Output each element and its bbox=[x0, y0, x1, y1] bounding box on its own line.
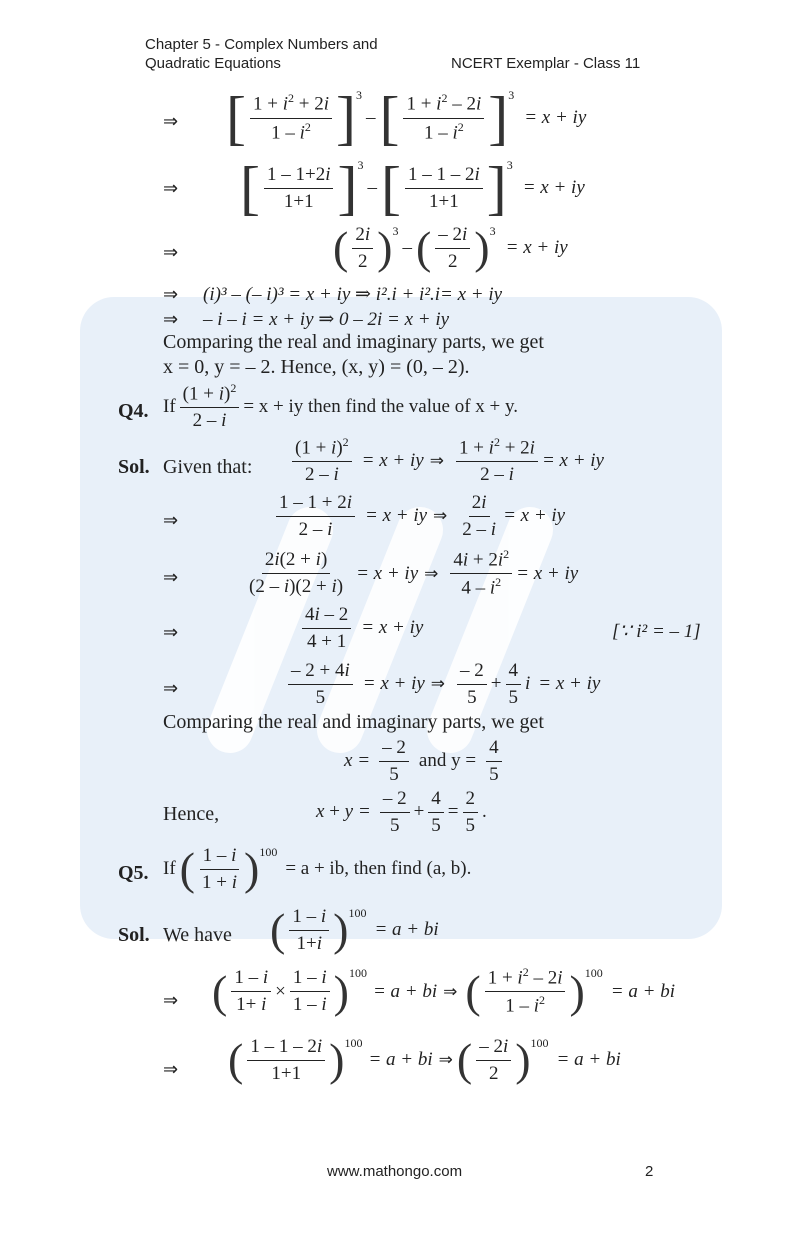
sol4-final: x + y = $\frac{- 2}{5}$ + $\frac{4}{5}$ = $\frac{2}{5}$ . bbox=[316, 788, 487, 836]
q5-tail: = a + ib, then find (a, b). bbox=[285, 858, 472, 880]
rhs-xiy: = x + iy bbox=[516, 562, 579, 584]
equation-step-5: – i – i = x + iy ⇒ 0 – 2i = x + iy bbox=[203, 309, 450, 330]
q4-label: Q4. bbox=[118, 400, 149, 422]
rhs-xiy: = x + iy bbox=[538, 673, 601, 695]
rhs-xiy: = x + iy bbox=[524, 107, 587, 128]
sol4-step-5: $\frac{- 2 + 4i}{5}$ = x + iy ⇒ $\frac{- 2}{5}$ + $\frac{4}{5}$ i = x + iy bbox=[284, 660, 600, 709]
sol5-step-2: ( $\frac{1 - i}{1+ i}$ × $\frac{1 - i}{1 - i}$ ) $^{100}$ = a + bi ⇒ ( $\frac{1 + i^2 - 2i}{1 - i^2}$ ) $^{100}$ = a + bi bbox=[212, 965, 675, 1017]
and-y: and y = bbox=[418, 750, 477, 772]
implies-arrow: ⇒ bbox=[163, 510, 179, 531]
q3-result: x = 0, y = – 2. Hence, (x, y) = (0, – 2). bbox=[163, 356, 470, 378]
implies-arrow: ⇒ bbox=[430, 674, 446, 695]
q4-tail: = x + iy then find the value of x + y. bbox=[243, 396, 519, 417]
rhs-xiy: = x + iy bbox=[522, 177, 585, 198]
implies-arrow: ⇒ bbox=[163, 622, 179, 643]
page-number: 2 bbox=[645, 1163, 654, 1180]
sol5-step-1: ( $\frac{1 - i}{1+i}$ ) $^{100}$ = a + bi bbox=[270, 904, 439, 956]
implies-arrow: ⇒ bbox=[163, 1059, 179, 1080]
equation-step-3: ( $\frac{2i}{2}$ ) $^3$ – ( $\frac{- 2i}{2}$ ) $^3$ = x + iy bbox=[333, 222, 568, 274]
sol4-step-2: $\frac{1 - 1 + 2i}{2 - i}$ = x + iy ⇒ $\frac{2i}{2 - i}$ = x + iy bbox=[272, 492, 565, 541]
rhs-abi: = a + bi bbox=[556, 1049, 621, 1071]
q5-label: Q5. bbox=[118, 862, 149, 884]
q5-if: If bbox=[163, 858, 176, 880]
rhs-xiy: = x + iy bbox=[541, 450, 604, 471]
implies-arrow: ⇒ bbox=[424, 563, 439, 584]
rhs-xiy: = x + iy bbox=[361, 617, 424, 639]
equation-step-2: [ $\frac{1 - 1+2i}{1+1}$ ] $^3$ – [ $\frac{1 - 1 - 2i}{1+1}$ ] $^3$ = x + iy bbox=[240, 155, 585, 221]
rhs-xiy: = x + iy bbox=[503, 505, 566, 527]
sol-label: Sol. bbox=[118, 456, 150, 478]
since-note: [∵ i² = – 1] bbox=[612, 621, 701, 642]
comparing-text: Comparing the real and imaginary parts, we get bbox=[163, 711, 544, 733]
rhs-xiy: = x + iy bbox=[362, 673, 425, 695]
sol4-step-4: $\frac{4i - 2}{4 + 1}$ = x + iy bbox=[298, 604, 423, 653]
q5-statement: If ( $\frac{1 - i}{1 + i}$ ) $^{100}$ = a + ib, then find (a, b). bbox=[163, 843, 472, 895]
implies-arrow: ⇒ bbox=[163, 111, 179, 132]
implies-arrow: ⇒ bbox=[429, 451, 444, 471]
rhs-abi: = a + bi bbox=[372, 980, 438, 1002]
implies-arrow: ⇒ bbox=[163, 309, 179, 330]
sol-label: Sol. bbox=[118, 924, 150, 946]
chapter-title-line2: Quadratic Equations bbox=[145, 55, 281, 72]
given-that: Given that: bbox=[163, 456, 253, 478]
hence-text: Hence, bbox=[163, 803, 220, 825]
implies-arrow: ⇒ bbox=[433, 506, 448, 527]
implies-arrow: ⇒ bbox=[163, 242, 179, 263]
q4-statement: If $\frac{(1 + i)^2}{2 - i}$ = x + iy then find the value of x + y. bbox=[163, 381, 519, 432]
implies-arrow: ⇒ bbox=[163, 284, 179, 305]
implies-arrow: ⇒ bbox=[163, 567, 179, 588]
equation-step-1: [ $\frac{1 + i^2 + 2i}{1 - i^2}$ ] $^3$ – [ $\frac{1 + i^2 - 2i}{1 - i^2}$ ] $^3$ = x + iy bbox=[226, 85, 587, 151]
sol5-step-3: ( $\frac{1 - 1 - 2i}{1+1}$ ) $^{100}$ = a + bi ⇒ ( $\frac{- 2i}{2}$ ) $^{100}$ = a + bi bbox=[228, 1034, 621, 1086]
rhs-xiy: = x + iy bbox=[356, 562, 419, 584]
implies-arrow: ⇒ bbox=[438, 1050, 453, 1071]
chapter-title-line1: Chapter 5 - Complex Numbers and bbox=[145, 36, 378, 53]
rhs-abi: = a + bi bbox=[610, 980, 675, 1002]
rhs-xiy: = x + iy bbox=[361, 450, 424, 471]
rhs-xiy: = x + iy bbox=[505, 237, 568, 259]
implies-arrow: ⇒ bbox=[163, 178, 179, 199]
rhs-abi: = a + bi bbox=[374, 919, 439, 941]
implies-arrow: ⇒ bbox=[163, 990, 179, 1011]
sol4-step-1: $\frac{(1 + i)^2}{2 - i}$ = x + iy ⇒ $\frac{1 + i^2 + 2i}{2 - i}$ = x + iy bbox=[288, 436, 604, 486]
implies-arrow: ⇒ bbox=[443, 981, 458, 1002]
implies-arrow: ⇒ bbox=[163, 678, 179, 699]
rhs-abi: = a + bi bbox=[368, 1049, 433, 1071]
footer-site: www.mathongo.com bbox=[327, 1163, 463, 1180]
sol4-result-xy: x = $\frac{- 2}{5}$ and y = $\frac{4}{5}$ bbox=[344, 737, 506, 786]
book-title: NCERT Exemplar - Class 11 bbox=[451, 55, 641, 72]
sol4-step-3: $\frac{2i(2 + i)}{(2 - i)(2 + i)}$ = x + iy ⇒ $\frac{4i + 2i^2}{4 - i^2}$ = x + iy bbox=[249, 547, 579, 599]
rhs-xiy: = x + iy bbox=[365, 505, 428, 527]
q4-if: If bbox=[163, 396, 176, 417]
comparing-text: Comparing the real and imaginary parts, we get bbox=[163, 331, 544, 353]
equation-step-4: (i)³ – (– i)³ = x + iy ⇒ i².i + i².i= x + iy bbox=[203, 284, 503, 305]
we-have: We have bbox=[163, 924, 232, 946]
